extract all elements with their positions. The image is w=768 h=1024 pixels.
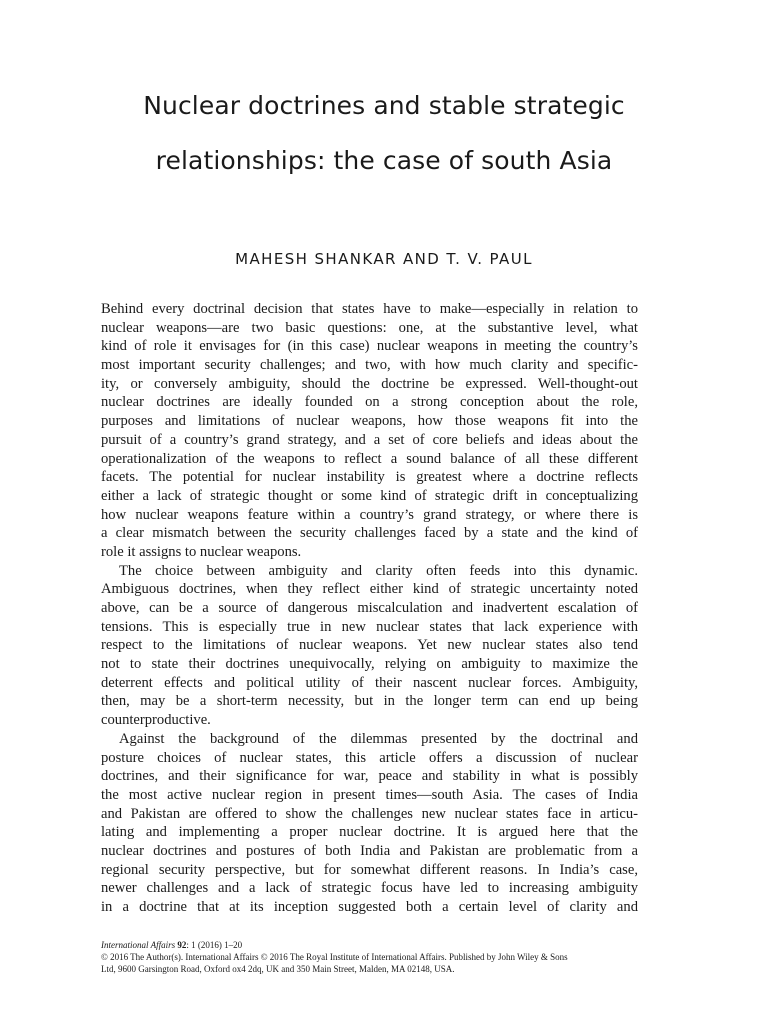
text-line: The choice between ambiguity and clarity often feeds into this dynamic. (119, 562, 638, 579)
text-line: ity, or conversely ambiguity, should the doctrine be expressed. Well-thought-out (101, 375, 638, 392)
text-line: Ambiguous doctrines, when they reflect either kind of strategic uncertainty noted (101, 581, 638, 598)
text-line: then, may be a short-term necessity, but in the longer term can end up being (101, 693, 638, 710)
citation-details: : 1 (2016) 1–20 (186, 940, 243, 950)
title-line-2: relationships: the case of south Asia (155, 146, 613, 175)
text-line: a clear mismatch between the security challenges faced by a state and the kind of (101, 525, 638, 542)
text-line: most important security challenges; and two, with how much clarity and specific- (101, 357, 638, 374)
title-line-1: Nuclear doctrines and stable strategic (143, 91, 625, 120)
text-line: facets. The potential for nuclear instability is greatest where a doctrine reflects (101, 469, 638, 486)
text-line: regional security perspective, but for somewhat different reasons. In India’s case, (101, 861, 638, 878)
text-line: kind of role it envisages for (in this case) nuclear weapons in meeting the country’s (101, 338, 638, 355)
text-line: operationalization of the weapons to reflect a sound balance of all these different (101, 450, 638, 467)
text-line: role it assigns to nuclear weapons. (101, 543, 302, 560)
text-line: posture choices of nuclear states, this article offers a discussion of nuclear (101, 749, 638, 766)
journal-volume: 92 (177, 940, 187, 950)
copyright-line-1: © 2016 The Author(s). International Affairs © 2016 The Royal Institute of International Affairs. Published by John Wiley & Sons (101, 952, 568, 963)
body-paragraph-1 (101, 300, 638, 562)
body-paragraph-3 (101, 730, 638, 917)
article-body (101, 300, 638, 917)
journal-name: International Affairs (101, 940, 176, 950)
text-line: Behind every doctrinal decision that states have to make—especially in relation to (101, 301, 638, 317)
text-line: newer challenges and a lack of strategic focus have led to increasing ambiguity (101, 880, 638, 897)
page-footer (101, 939, 638, 976)
body-paragraph-2 (101, 562, 638, 730)
text-line: doctrines, and their significance for war, peace and stability in what is possibly (101, 768, 638, 785)
text-line: not to state their doctrines unequivocally, relying on ambiguity to maximize the (101, 656, 638, 673)
text-line: and Pakistan are offered to show the challenges new nuclear states face in articu- (101, 805, 638, 822)
text-line: nuclear weapons—are two basic questions: one, at the substantive level, what (101, 319, 638, 336)
article-title (100, 78, 668, 188)
text-line: Against the background of the dilemmas presented by the doctrinal and (119, 730, 638, 747)
text-line: counterproductive. (101, 712, 211, 729)
text-line: lating and implementing a proper nuclear doctrine. It is argued here that the (101, 824, 638, 841)
article-authors: MAHESH SHANKAR AND T. V. PAUL (235, 250, 533, 268)
text-line: in a doctrine that at its inception suggested both a certain level of clarity and (101, 899, 638, 915)
text-line: either a lack of strategic thought or some kind of strategic drift in conceptualizing (101, 487, 638, 504)
text-line: above, can be a source of dangerous miscalculation and inadvertent escalation of (101, 600, 638, 616)
text-line: how nuclear weapons feature within a country’s grand strategy, or where there is (101, 506, 638, 523)
text-line: the most active nuclear region in present times—south Asia. The cases of India (101, 786, 638, 803)
text-line: tensions. This is especially true in new nuclear states that lack experience with (101, 618, 638, 635)
text-line: respect to the limitations of nuclear weapons. Yet new nuclear states also tend (101, 637, 638, 654)
footer-citation (101, 939, 638, 951)
text-line: purposes and limitations of nuclear weapons, how those weapons fit into the (101, 413, 638, 430)
text-line: nuclear doctrines and postures of both India and Pakistan are problematic from a (101, 842, 638, 859)
copyright-line-2: Ltd, 9600 Garsington Road, Oxford ox4 2dq, UK and 350 Main Street, Malden, MA 02148, USA. (101, 964, 455, 975)
text-line: nuclear doctrines are ideally founded on a strong conception about the role, (101, 394, 638, 411)
text-line: pursuit of a country’s grand strategy, and a set of core beliefs and ideas about the (101, 431, 638, 448)
text-line: deterrent effects and political utility of their nascent nuclear forces. Ambiguity, (101, 674, 638, 691)
